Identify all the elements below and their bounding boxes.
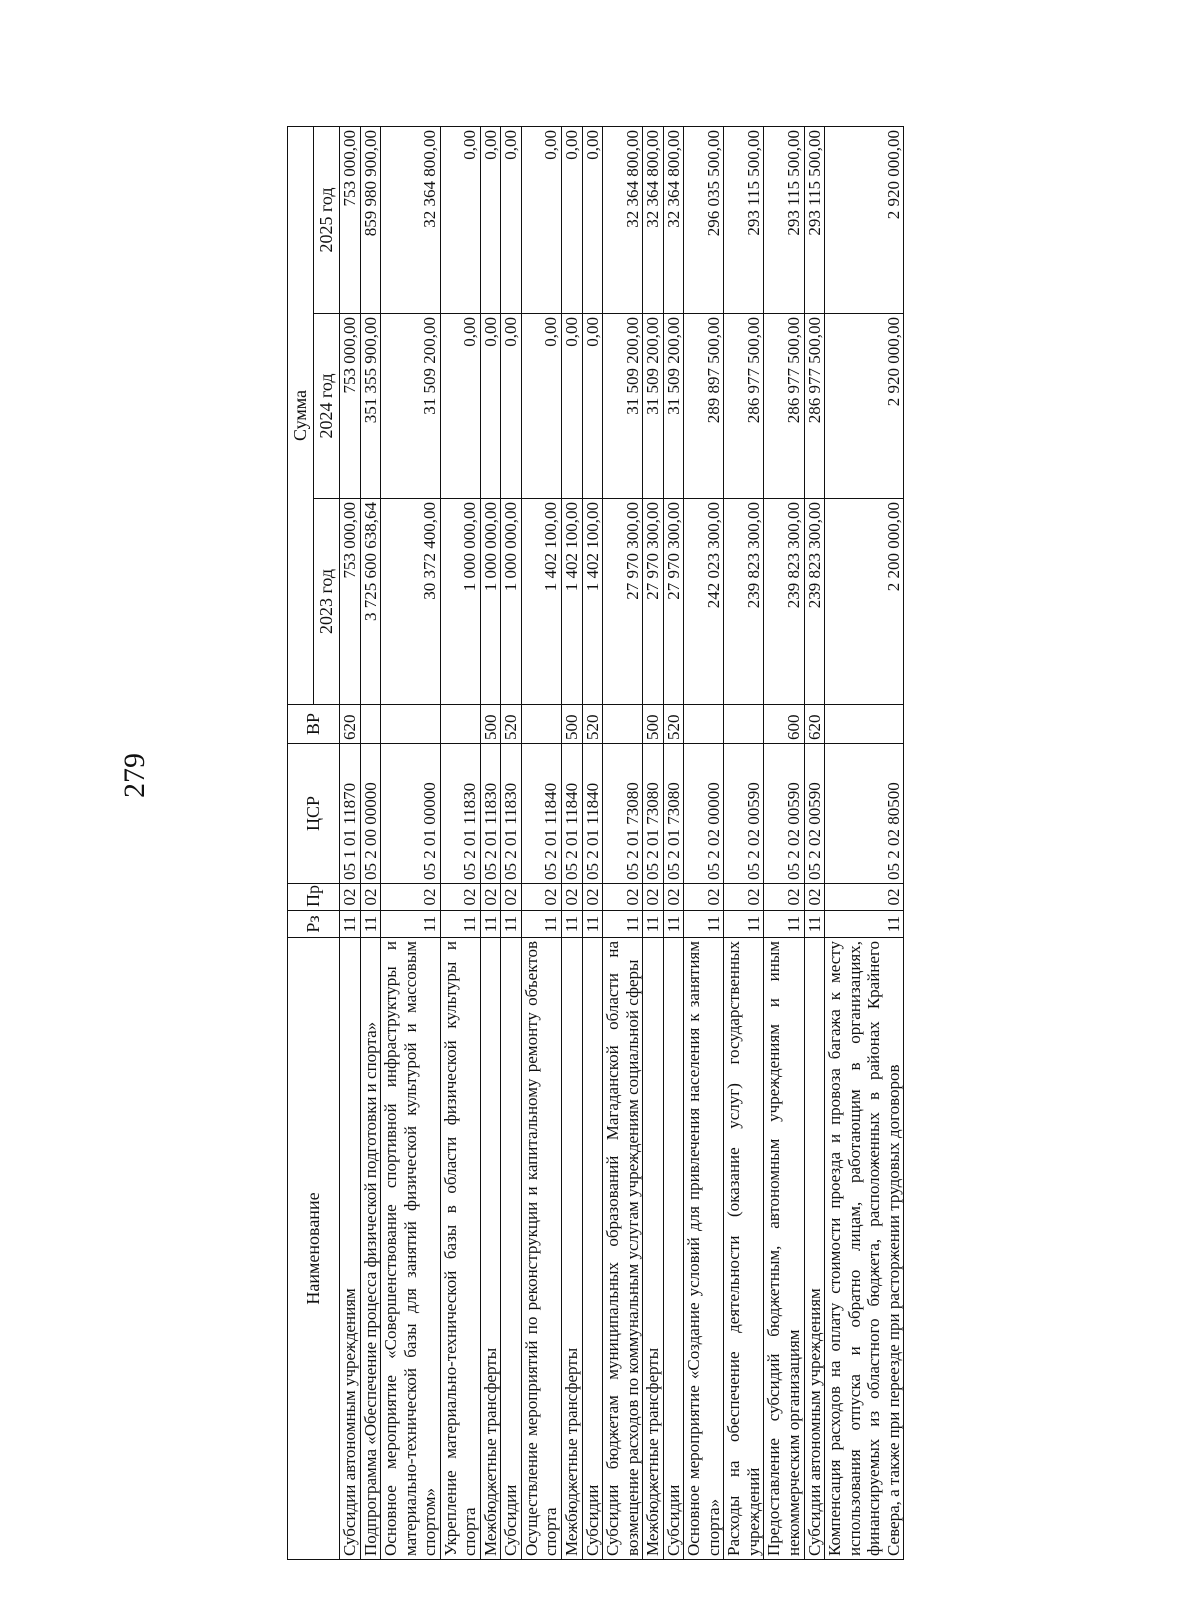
cell-name: Субсидии xyxy=(663,938,684,1560)
page-number: 279 xyxy=(118,753,151,798)
cell-rz: 11 xyxy=(340,911,361,938)
cell-vr xyxy=(603,705,643,744)
cell-2024: 753 000,00 xyxy=(340,314,361,499)
header-name: Наименование xyxy=(288,938,340,1560)
cell-pr: 02 xyxy=(825,884,904,911)
table-row xyxy=(501,126,522,1559)
cell-pr: 02 xyxy=(804,884,825,911)
cell-2023: 30 372 400,00 xyxy=(381,499,441,705)
cell-name: Субсидии автономным учреждениям xyxy=(804,938,825,1560)
cell-2025: 32 364 800,00 xyxy=(643,126,664,313)
cell-csr: 05 2 01 73080 xyxy=(663,744,684,884)
cell-csr: 05 2 01 11840 xyxy=(562,744,583,884)
cell-2025: 32 364 800,00 xyxy=(381,126,441,313)
header-2023: 2023 год xyxy=(314,499,340,705)
cell-vr xyxy=(360,705,381,744)
cell-rz: 11 xyxy=(603,911,643,938)
cell-vr xyxy=(521,705,561,744)
cell-pr: 02 xyxy=(340,884,361,911)
header-sum: Сумма xyxy=(288,126,314,704)
cell-2023: 1 000 000,00 xyxy=(501,499,522,705)
cell-name: Укрепление материально-технической базы в области физической культуры и спорта xyxy=(440,938,480,1560)
header-pr: Пр xyxy=(288,884,340,911)
cell-csr: 05 2 01 11830 xyxy=(480,744,501,884)
cell-name: Межбюджетные трансферты xyxy=(480,938,501,1560)
cell-pr: 02 xyxy=(663,884,684,911)
table-body xyxy=(340,126,904,1559)
cell-rz: 11 xyxy=(643,911,664,938)
cell-rz: 11 xyxy=(480,911,501,938)
cell-name: Межбюджетные трансферты xyxy=(562,938,583,1560)
cell-name: Субсидии автономным учреждениям xyxy=(340,938,361,1560)
cell-2025: 32 364 800,00 xyxy=(603,126,643,313)
cell-2025: 293 115 500,00 xyxy=(764,126,804,313)
cell-pr: 02 xyxy=(643,884,664,911)
cell-2024: 31 509 200,00 xyxy=(603,314,643,499)
cell-2023: 3 725 600 638,64 xyxy=(360,499,381,705)
cell-vr xyxy=(381,705,441,744)
cell-2025: 0,00 xyxy=(501,126,522,313)
cell-2023: 2 200 000,00 xyxy=(825,499,904,705)
cell-csr: 05 2 01 11830 xyxy=(440,744,480,884)
cell-2023: 753 000,00 xyxy=(340,499,361,705)
cell-pr: 02 xyxy=(562,884,583,911)
cell-2025: 753 000,00 xyxy=(340,126,361,313)
cell-2024: 31 509 200,00 xyxy=(643,314,664,499)
cell-name: Компенсация расходов на оплату стоимости проезда и провоза багажа к месту использования отпуска и обратно лицам, работающим в организациях, финансируемых из областного бюджета, расположенных в районах Крайнего Севера, а также при переезде при расторжении трудовых договоров xyxy=(825,938,904,1560)
table-row xyxy=(643,126,664,1559)
cell-2025: 0,00 xyxy=(582,126,603,313)
cell-name: Осуществление мероприятий по реконструкции и капитальному ремонту объектов спорта xyxy=(521,938,561,1560)
cell-rz: 11 xyxy=(521,911,561,938)
cell-pr: 02 xyxy=(360,884,381,911)
table-row xyxy=(724,126,764,1559)
cell-csr: 05 2 00 00000 xyxy=(360,744,381,884)
cell-2024: 351 355 900,00 xyxy=(360,314,381,499)
cell-2024: 0,00 xyxy=(582,314,603,499)
table-row xyxy=(480,126,501,1559)
cell-csr: 05 2 02 00590 xyxy=(764,744,804,884)
cell-2024: 2 920 000,00 xyxy=(825,314,904,499)
cell-rz: 11 xyxy=(381,911,441,938)
cell-2024: 0,00 xyxy=(521,314,561,499)
cell-2025: 0,00 xyxy=(562,126,583,313)
table-row xyxy=(562,126,583,1559)
header-rz: Рз xyxy=(288,911,340,938)
cell-csr: 05 2 01 11830 xyxy=(501,744,522,884)
table-row xyxy=(764,126,804,1559)
cell-csr: 05 2 02 00590 xyxy=(724,744,764,884)
cell-name: Подпрограмма «Обеспечение процесса физической подготовки и спорта» xyxy=(360,938,381,1560)
cell-csr: 05 2 02 80500 xyxy=(825,744,904,884)
cell-2024: 0,00 xyxy=(480,314,501,499)
cell-vr: 500 xyxy=(643,705,664,744)
cell-csr: 05 2 01 00000 xyxy=(381,744,441,884)
cell-vr: 520 xyxy=(663,705,684,744)
cell-vr: 600 xyxy=(764,705,804,744)
header-2025: 2025 год xyxy=(314,126,340,313)
cell-vr: 520 xyxy=(582,705,603,744)
budget-table xyxy=(287,126,904,1560)
cell-vr xyxy=(684,705,724,744)
table-row xyxy=(360,126,381,1559)
cell-pr: 02 xyxy=(582,884,603,911)
cell-vr xyxy=(825,705,904,744)
table-row xyxy=(340,126,361,1559)
table-row xyxy=(684,126,724,1559)
cell-2025: 0,00 xyxy=(480,126,501,313)
cell-2023: 1 402 100,00 xyxy=(582,499,603,705)
cell-rz: 11 xyxy=(804,911,825,938)
cell-2025: 32 364 800,00 xyxy=(663,126,684,313)
table-row xyxy=(582,126,603,1559)
cell-csr: 05 2 01 73080 xyxy=(643,744,664,884)
cell-csr: 05 2 01 11840 xyxy=(521,744,561,884)
cell-2025: 296 035 500,00 xyxy=(684,126,724,313)
cell-name: Субсидии xyxy=(582,938,603,1560)
cell-2023: 239 823 300,00 xyxy=(764,499,804,705)
cell-2024: 0,00 xyxy=(562,314,583,499)
cell-vr xyxy=(440,705,480,744)
cell-vr: 500 xyxy=(562,705,583,744)
cell-2025: 859 980 900,00 xyxy=(360,126,381,313)
header-csr: ЦСР xyxy=(288,744,340,884)
cell-csr: 05 2 02 00000 xyxy=(684,744,724,884)
cell-2023: 27 970 300,00 xyxy=(643,499,664,705)
cell-2023: 1 402 100,00 xyxy=(521,499,561,705)
cell-2024: 31 509 200,00 xyxy=(381,314,441,499)
table-row xyxy=(521,126,561,1559)
cell-pr: 02 xyxy=(521,884,561,911)
cell-rz: 11 xyxy=(825,911,904,938)
cell-2025: 293 115 500,00 xyxy=(804,126,825,313)
cell-rz: 11 xyxy=(582,911,603,938)
cell-rz: 11 xyxy=(724,911,764,938)
cell-vr: 620 xyxy=(804,705,825,744)
cell-2025: 0,00 xyxy=(440,126,480,313)
cell-2023: 239 823 300,00 xyxy=(724,499,764,705)
cell-name: Субсидии xyxy=(501,938,522,1560)
cell-2023: 239 823 300,00 xyxy=(804,499,825,705)
cell-2023: 27 970 300,00 xyxy=(663,499,684,705)
header-2024: 2024 год xyxy=(314,314,340,499)
cell-csr: 05 2 02 00590 xyxy=(804,744,825,884)
cell-name: Расходы на обеспечение деятельности (оказание услуг) государственных учреждений xyxy=(724,938,764,1560)
cell-rz: 11 xyxy=(663,911,684,938)
cell-2024: 31 509 200,00 xyxy=(663,314,684,499)
table-row xyxy=(381,126,441,1559)
cell-2024: 286 977 500,00 xyxy=(804,314,825,499)
cell-pr: 02 xyxy=(381,884,441,911)
cell-rz: 11 xyxy=(764,911,804,938)
cell-vr: 520 xyxy=(501,705,522,744)
cell-vr: 500 xyxy=(480,705,501,744)
cell-vr xyxy=(724,705,764,744)
cell-pr: 02 xyxy=(480,884,501,911)
cell-rz: 11 xyxy=(684,911,724,938)
cell-rz: 11 xyxy=(501,911,522,938)
cell-name: Основное мероприятие «Создание условий для привлечения населения к занятиям спорта» xyxy=(684,938,724,1560)
cell-csr: 05 2 01 73080 xyxy=(603,744,643,884)
cell-2023: 27 970 300,00 xyxy=(603,499,643,705)
header-vr: ВР xyxy=(288,705,340,744)
table-row xyxy=(663,126,684,1559)
cell-pr: 02 xyxy=(724,884,764,911)
cell-csr: 05 1 01 11870 xyxy=(340,744,361,884)
table-row xyxy=(603,126,643,1559)
cell-2024: 286 977 500,00 xyxy=(724,314,764,499)
cell-2023: 1 000 000,00 xyxy=(440,499,480,705)
cell-2024: 286 977 500,00 xyxy=(764,314,804,499)
cell-2023: 1 402 100,00 xyxy=(562,499,583,705)
cell-rz: 11 xyxy=(440,911,480,938)
cell-rz: 11 xyxy=(360,911,381,938)
table-row xyxy=(804,126,825,1559)
cell-name: Субсидии бюджетам муниципальных образований Магаданской области на возмещение расходов по коммунальным услугам учреждениям социальной сферы xyxy=(603,938,643,1560)
cell-2025: 293 115 500,00 xyxy=(724,126,764,313)
cell-pr: 02 xyxy=(501,884,522,911)
cell-pr: 02 xyxy=(440,884,480,911)
cell-2024: 0,00 xyxy=(501,314,522,499)
cell-csr: 05 2 01 11840 xyxy=(582,744,603,884)
table-row xyxy=(825,126,904,1559)
cell-2024: 289 897 500,00 xyxy=(684,314,724,499)
cell-pr: 02 xyxy=(684,884,724,911)
cell-name: Основное мероприятие «Совершенствование спортивной инфраструктуры и материально-технической базы для занятий физической культурой и массовым спортом» xyxy=(381,938,441,1560)
cell-2024: 0,00 xyxy=(440,314,480,499)
cell-pr: 02 xyxy=(764,884,804,911)
cell-name: Предоставление субсидий бюджетным, автономным учреждениям и иным некоммерческим организациям xyxy=(764,938,804,1560)
cell-rz: 11 xyxy=(562,911,583,938)
rotated-page-content xyxy=(287,127,1137,1560)
table-row xyxy=(440,126,480,1559)
cell-vr: 620 xyxy=(340,705,361,744)
cell-2025: 0,00 xyxy=(521,126,561,313)
cell-2025: 2 920 000,00 xyxy=(825,126,904,313)
cell-2023: 242 023 300,00 xyxy=(684,499,724,705)
cell-pr: 02 xyxy=(603,884,643,911)
cell-2023: 1 000 000,00 xyxy=(480,499,501,705)
cell-name: Межбюджетные трансферты xyxy=(643,938,664,1560)
